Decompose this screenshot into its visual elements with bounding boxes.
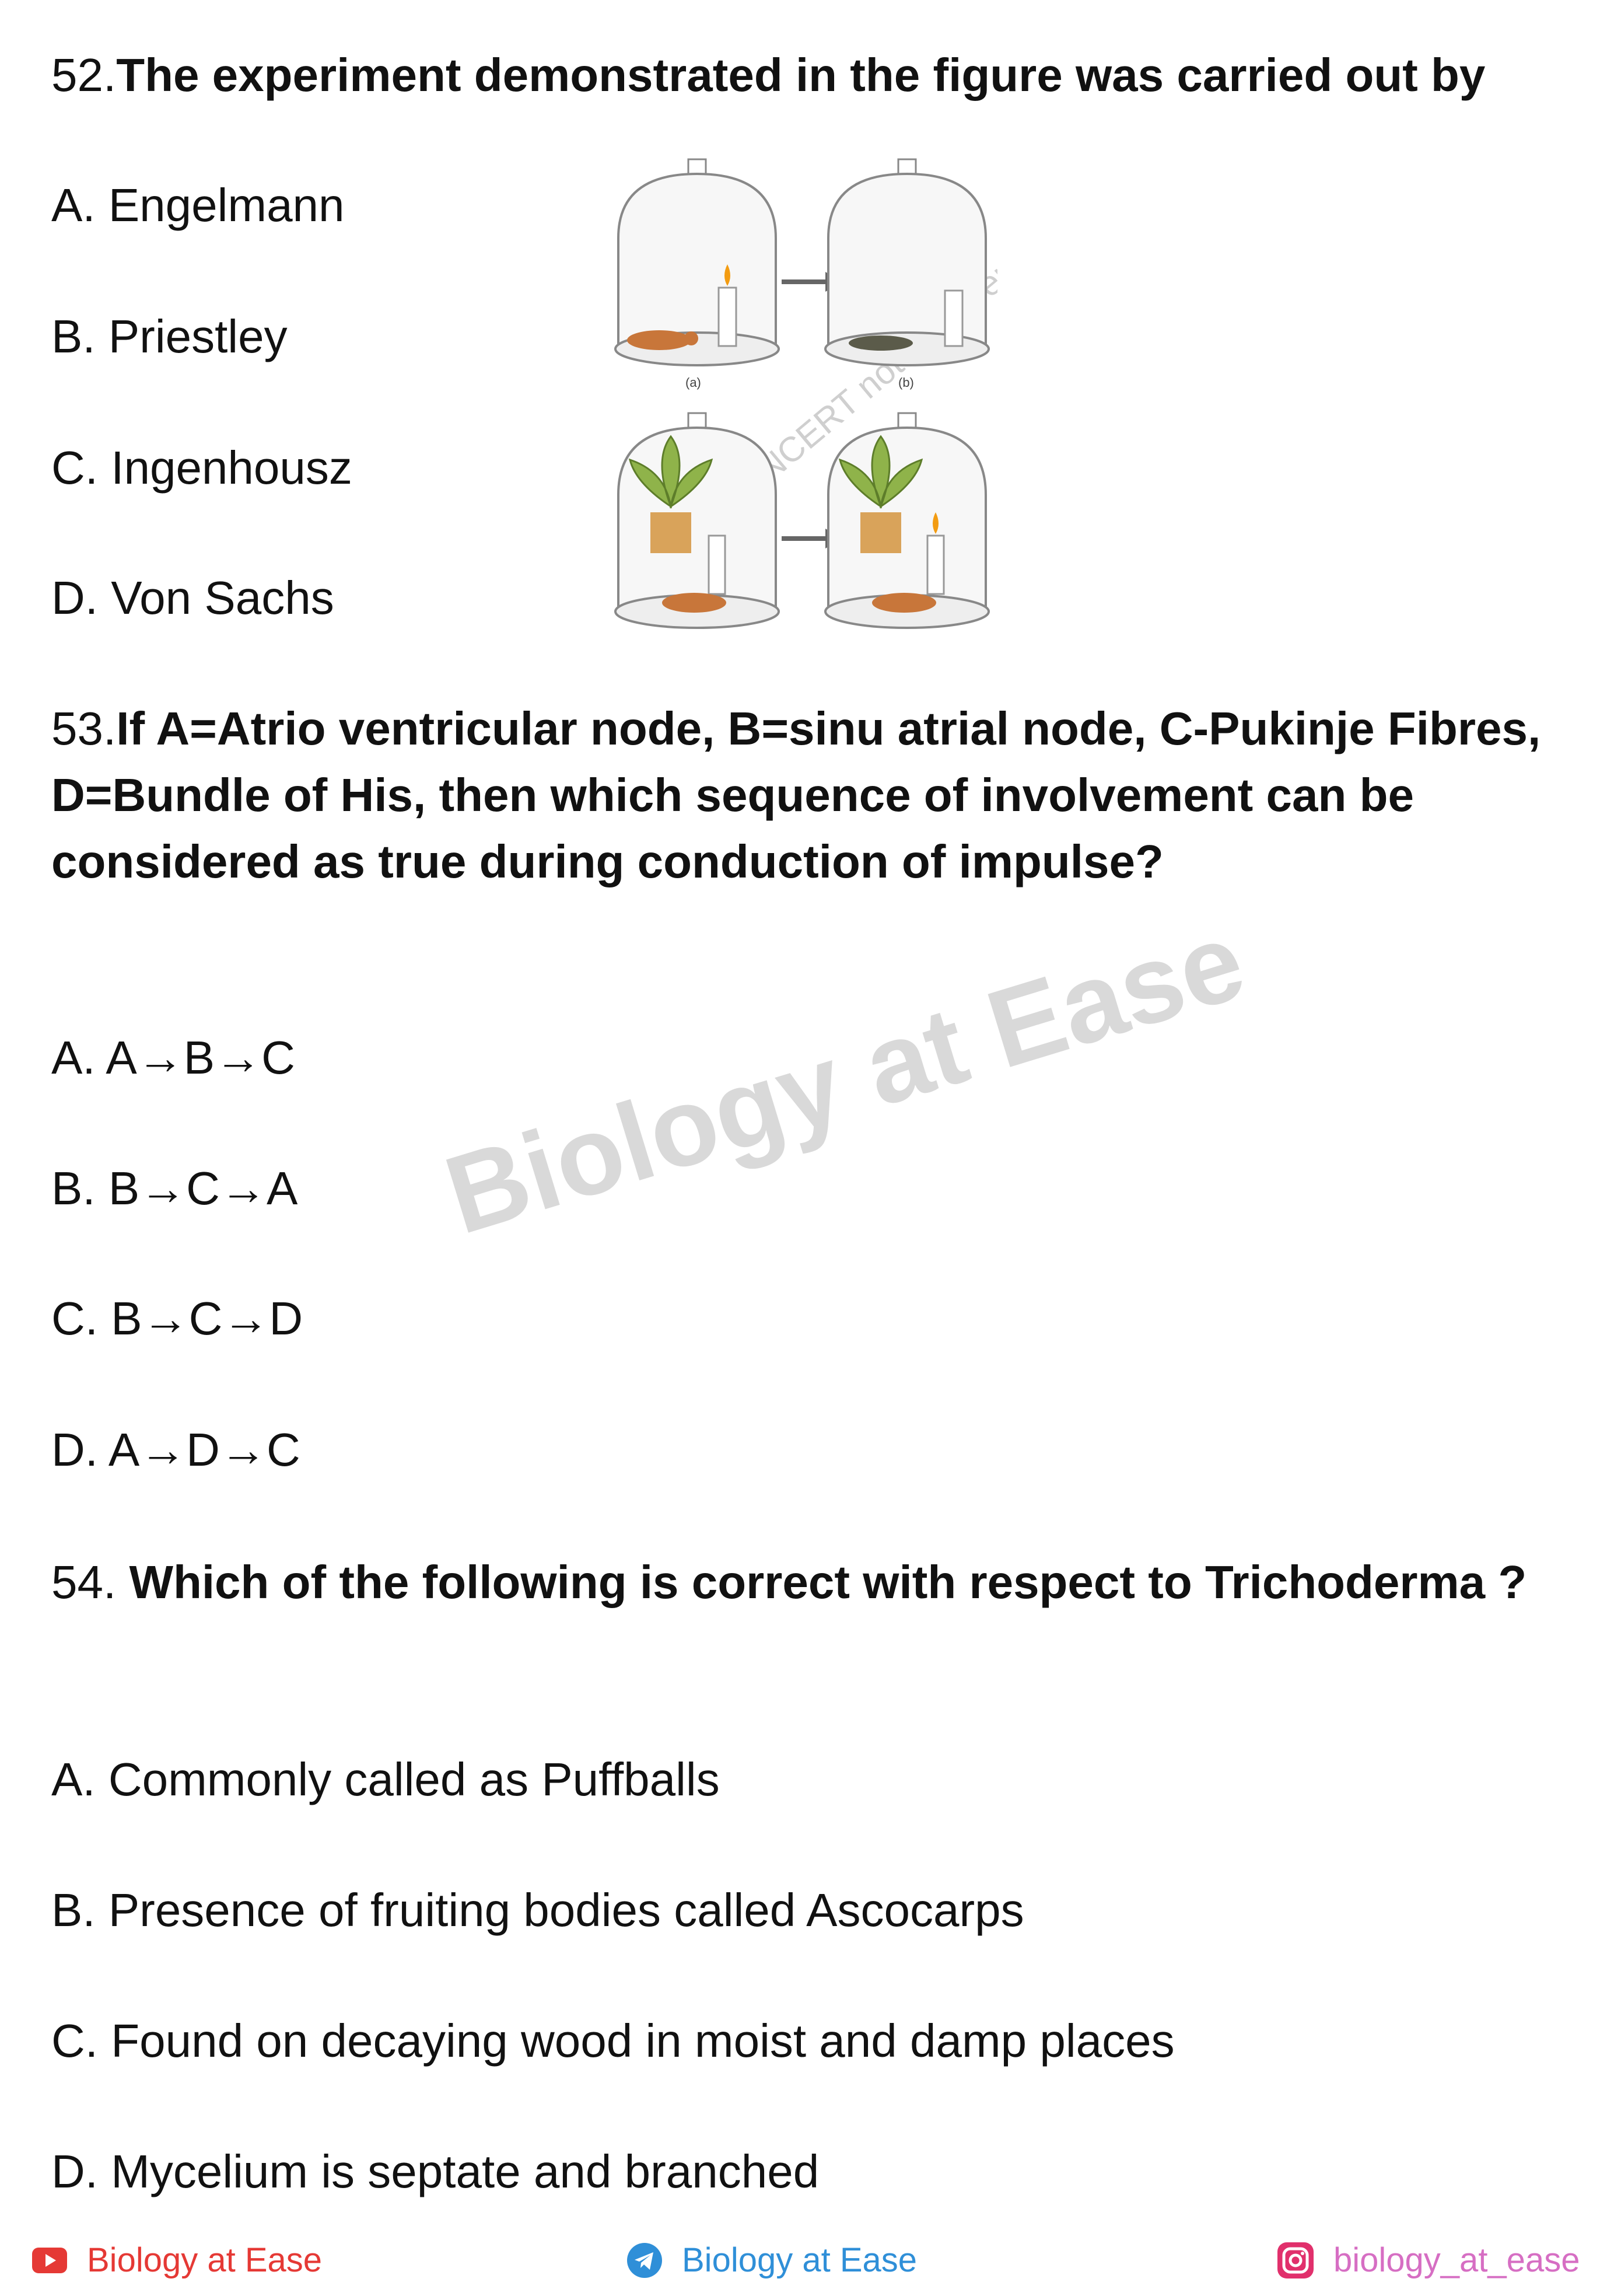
rat-icon [627, 330, 691, 350]
footer [0, 2229, 1621, 2287]
faint-watermark-text: NCERT not [750, 344, 911, 489]
option-b[interactable]: B. B→C→A [51, 1162, 298, 1214]
question-number: 52. [51, 49, 117, 101]
instagram-icon [1277, 2242, 1314, 2278]
footer-instagram-link[interactable] [1277, 2241, 1580, 2280]
watermark: Biology at Ease [432, 898, 1258, 1258]
telegram-label: Biology at Ease [682, 2241, 918, 2279]
dead-rat-icon [849, 336, 913, 351]
rat-icon [872, 593, 936, 613]
option-b[interactable]: B. Presence of fruiting bodies called Ascocarps [51, 1884, 1024, 1936]
question-number: 53. [51, 703, 117, 754]
question-53 [51, 696, 1568, 895]
option-d[interactable]: D. A→D→C [51, 1424, 300, 1476]
bell-jar-c [615, 413, 779, 628]
bell-jar-experiment-figure [595, 156, 997, 641]
option-d[interactable]: D. Von Sachs [51, 572, 334, 624]
telegram-icon [627, 2243, 662, 2278]
question-stem: Which of the following is correct with respect to Trichoderma ? [129, 1556, 1527, 1608]
option-c[interactable]: C. Ingenhousz [51, 442, 352, 494]
rat-icon [662, 593, 726, 613]
question-number: 54. [51, 1556, 129, 1608]
footer-youtube-link[interactable] [32, 2241, 322, 2280]
option-d[interactable]: D. Mycelium is septate and branched [51, 2145, 820, 2197]
bell-jar-a [615, 159, 779, 390]
youtube-label: Biology at Ease [87, 2241, 323, 2279]
question-stem: The experiment demonstrated in the figure was carried out by [116, 49, 1486, 101]
bell-jar-d [825, 413, 989, 628]
candle-icon [927, 536, 944, 594]
option-a[interactable]: A. Commonly called as Puffballs [51, 1753, 720, 1805]
option-c[interactable]: C. B→C→D [51, 1292, 303, 1344]
youtube-icon [32, 2248, 67, 2273]
option-a[interactable]: A. Engelmann [51, 179, 345, 231]
footer-telegram-link[interactable] [627, 2241, 917, 2280]
question-stem: If A=Atrio ventricular node, B=sinu atrial node, C-Pukinje Fibres, D=Bundle of His, then which sequence of involvement can be considered as true during conduction of impulse? [51, 703, 1541, 887]
label-b: (b) [898, 375, 914, 390]
candle-icon [719, 288, 736, 346]
instagram-label: biology_at_ease [1333, 2241, 1580, 2279]
option-b[interactable]: B. Priestley [51, 310, 288, 362]
option-c[interactable]: C. Found on decaying wood in moist and damp places [51, 2015, 1175, 2067]
bell-jar-b [825, 159, 989, 390]
candle-icon [945, 291, 962, 346]
candle-icon [709, 536, 725, 594]
label-a: (a) [685, 375, 701, 390]
option-a[interactable]: A. A→B→C [51, 1032, 295, 1084]
question-52 [51, 42, 1568, 109]
question-54 [51, 1549, 1568, 1616]
